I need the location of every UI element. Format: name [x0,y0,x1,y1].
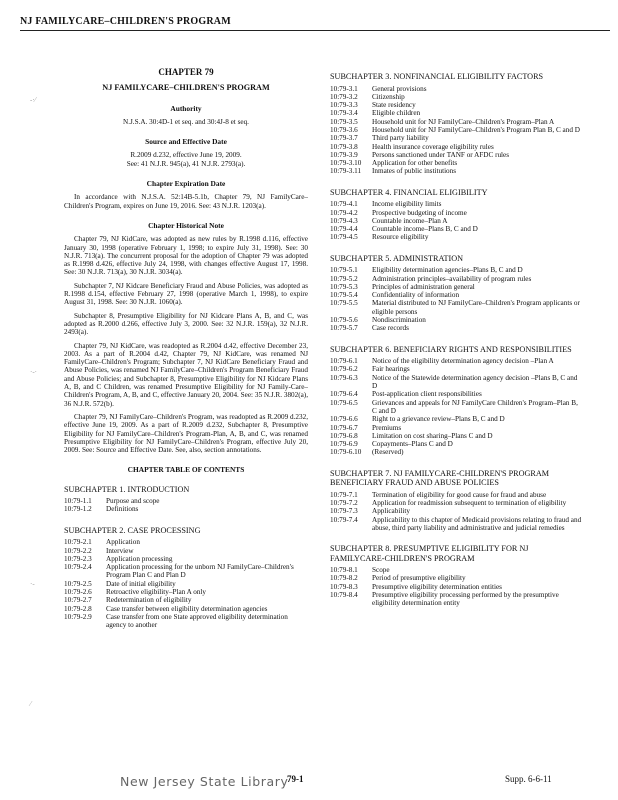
section-title: Application for readmission subsequent to termination of eligibility [372,498,567,507]
section-number: 10:79-3.6 [330,125,358,134]
section-number: 10:79-3.2 [330,92,358,101]
section-number: 10:79-3.11 [330,167,362,176]
source-line: R.2009 d.232, effective June 19, 2009. [130,151,242,160]
toc-entry [330,499,582,507]
toc-list [330,266,582,332]
authority-text: N.J.S.A. 30:4D-1 et seq. and 30:4J-8 et seq. [123,117,249,126]
toc-list [64,538,308,629]
section-title: Eligibility determination agencies–Plans B, C and D [372,266,523,275]
section-title: Prospective budgeting of income [372,208,467,217]
section-title: Eligible children [372,109,421,118]
section-number: 10:79-5.7 [330,324,358,333]
section-title: Confidentiality of information [372,291,460,300]
section-title: Nondiscrimination [372,316,426,325]
section-title: Persons sanctioned under TANF or AFDC rules [372,150,510,159]
toc-list [330,200,582,241]
toc-entry [64,588,308,596]
history-paragraph: Chapter 79, NJ KidCare, was adopted as new rules by R.1998 d.116, effective January 30, 1998 (operative February 1, 1998; to expire July 31, 1998). See: 30 N.J.R. 713(a). The concurrent proposal for the adoption of Chapter 79 was adopted as R.1998 d.426, effective July 24, 1998, with changes effective August 17, 1998. See: 30 N.J.R. 713(a), 30 N.J.R. 3034(a). [64,235,308,277]
toc-entry [330,507,582,515]
toc-entry [330,143,582,151]
section-title: Grievances and appeals for NJ FamilyCare Children's Program–Plan B, C and D [372,398,578,415]
toc-entry [330,448,582,456]
section-number: 10:79-2.3 [64,554,92,563]
section-number: 10:79-5.4 [330,291,358,300]
section-number: 10:79-8.1 [330,566,358,575]
toc-entry [330,374,582,391]
section-number: 10:79-1.1 [64,497,92,506]
section-title: Countable income–Plans B, C and D [372,225,478,234]
section-number: 10:79-5.6 [330,316,358,325]
section-number: 10:79-6.7 [330,423,358,432]
history-paragraph: Subchapter 7, NJ Kidcare Beneficiary Fraud and Abuse Policies, was adopted as R.1998 d.154, effective February 27, 1998 (operative March 1, 1998), to expire August 31, 1998. See: 30 N.J.R. 1060(a). [64,281,308,307]
toc-entry [330,266,582,274]
section-title: Period of presumptive eligibility [372,574,466,583]
section-title: Redetermination of eligibility [106,596,192,605]
section-number: 10:79-5.5 [330,299,358,308]
page-number: 79-1 [287,774,304,784]
section-number: 10:79-2.2 [64,546,92,555]
section-title: State residency [372,101,416,110]
left-column [64,68,308,630]
section-number: 10:79-3.4 [330,109,358,118]
toc-entry [330,591,582,608]
subchapter-heading: SUBCHAPTER 8. PRESUMPTIVE ELIGIBILITY FOR NJ FAMILYCARE-CHILDREN'S PROGRAM [330,544,529,563]
toc-entry [330,225,582,233]
section-title: Application for other benefits [372,159,458,168]
section-title: Premiums [372,423,402,432]
section-number: 10:79-3.5 [330,117,358,126]
toc-entry [330,159,582,167]
subchapter-heading: SUBCHAPTER 4. FINANCIAL ELIGIBILITY [330,187,488,197]
section-title: Material distributed to NJ FamilyCare–Children's Program applicants or eligible persons [372,299,580,316]
section-title: Applicability to this chapter of Medicaid provisions relating to fraud and abuse, third party liability and administrative and judicial remedies [372,515,582,532]
authority-heading: Authority [170,103,202,113]
toc-entry [330,151,582,159]
section-number: 10:79-6.2 [330,365,358,374]
section-number: 10:79-6.3 [330,373,358,382]
toc-entry [330,357,582,365]
section-number: 10:79-2.8 [64,604,92,613]
toc-entry [330,93,582,101]
toc-list [330,85,582,176]
section-title: Purpose and scope [106,497,160,506]
subchapter-heading: SUBCHAPTER 5. ADMINISTRATION [330,253,464,263]
section-title: Definitions [106,505,139,514]
library-watermark: New Jersey State Library [120,774,289,789]
section-number: 10:79-1.2 [64,505,92,514]
expiration-text: In accordance with N.J.S.A. 52:14B-5.1b, Chapter 79, NJ FamilyCare–Children's Program, expires on June 19, 2016. See: 43 N.J.R. 1203(a). [64,193,308,210]
section-title: (Reserved) [372,448,404,457]
toc-entry [64,538,308,546]
supplement-date: Supp. 6-6-11 [505,774,552,784]
section-number: 10:79-8.3 [330,582,358,591]
section-number: 10:79-7.2 [330,498,358,507]
toc-entry [330,209,582,217]
section-number: 10:79-5.3 [330,282,358,291]
toc-entry [330,566,582,574]
section-title: Third party liability [372,134,429,143]
toc-entry [330,583,582,591]
toc-entry [330,233,582,241]
section-title: Application processing [106,554,173,563]
toc-entry [330,134,582,142]
history-paragraph: Subchapter 8, Presumptive Eligibility for NJ Kidcare Plans A, B, and C, was adopted as R.2000 d.266, effective July 3, 2000. See: 32 N.J.R. 159(a), 32 N.J.R. 2493(a). [64,311,308,337]
right-column [330,72,582,608]
toc-entry [330,491,582,499]
margin-mark: -·⁄ [30,96,36,104]
section-title: Right to a grievance review–Plans B, C and D [372,415,505,424]
margin-mark: ·-· [30,368,37,376]
section-number: 10:79-6.4 [330,390,358,399]
section-number: 10:79-3.9 [330,150,358,159]
toc-list [330,491,582,532]
section-title: Case transfer from one State approved eligibility determination agency to another [106,612,288,630]
section-number: 10:79-3.3 [330,101,358,110]
running-header: NJ FAMILYCARE–CHILDREN'S PROGRAM [20,16,231,27]
toc-entry [330,126,582,134]
toc-entry [330,118,582,126]
section-title: Case records [372,324,409,333]
margin-mark: ·- [30,580,35,588]
section-number: 10:79-2.1 [64,538,92,547]
section-number: 10:79-3.1 [330,84,358,93]
toc-entry [330,432,582,440]
section-number: 10:79-7.3 [330,507,358,516]
section-title: Notice of the Statewide determination agency decision –Plans B, C and D [372,373,578,391]
section-title: Termination of eligibility for good cause for fraud and abuse [372,490,547,499]
toc-entry [330,283,582,291]
section-title: Presumptive eligibility processing performed by the presumptive eligibility determination entity [372,591,559,608]
section-title: Resource eligibility [372,233,429,242]
section-number: 10:79-3.10 [330,159,362,168]
subchapter-heading: SUBCHAPTER 3. NONFINANCIAL ELIGIBILITY FACTORS [330,72,544,81]
section-title: Inmates of public institutions [372,167,457,176]
toc-entry [330,316,582,324]
section-title: Administration principles–availability of program rules [372,274,532,283]
section-number: 10:79-3.7 [330,134,358,143]
toc-entry [330,85,582,93]
toc-entry [330,440,582,448]
header-rule [20,30,610,31]
section-title: Case transfer between eligibility determination agencies [106,604,268,613]
section-title: Principles of administration general [372,282,475,291]
history-paragraph: Chapter 79, NJ FamilyCare–Children's Program, was readopted as R.2009 d.232, effective June 19, 2009. As a part of R.2009 d.232, Subchapter 8, Presumptive Eligibility for NJ FamilyCare–Children's Program-Plan, A, B, and C, was renamed Presumptive Eligibility for NJ FamilyCare–Children's Program, effective July 20, 2009. See: Source and Effective Date. See, also, section annotations. [64,412,308,455]
section-number: 10:79-4.1 [330,200,358,209]
section-number: 10:79-5.2 [330,274,358,283]
chapter-number: CHAPTER 79 [158,67,214,77]
toc-entry [330,167,582,175]
toc-entry [330,390,582,398]
section-title: Income eligibility limits [372,200,442,209]
section-number: 10:79-7.4 [330,515,358,524]
section-number: 10:79-6.5 [330,398,358,407]
toc-entry [330,415,582,423]
section-number: 10:79-6.8 [330,431,358,440]
section-number: 10:79-4.3 [330,216,358,225]
section-title: Countable income–Plan A [372,216,448,225]
expiration-heading: Chapter Expiration Date [146,179,226,189]
toc-entry [330,101,582,109]
toc-entry [64,547,308,555]
history-paragraph: Chapter 79, NJ KidCare, was readopted as R.2004 d.42, effective December 23, 2003. As a part of R.2004 d.42, Chapter 79, NJ KidCare, was renamed NJ FamilyCare–Children's Program; Subchapter 7, NJ KidCare Beneficiary Fraud and Abuse Policies, was renamed NJ FamilyCare–Children's Program Beneficiary Fraud and Abuse Policies; and Subchapter 8, Presumptive Eligibility for NJ Kidcare Plans A, B, and C Children, was renamed Presumptive Eligibility for NJ Family-Care–Children's Program, A, B, and C, effective January 20, 2004. See: 35 N.J.R. 3802(a), 36 N.J.R. 572(b). [64,341,308,408]
subchapter-heading: SUBCHAPTER 2. CASE PROCESSING [64,525,201,535]
section-title: Scope [372,566,390,575]
toc-entry [64,613,308,630]
section-title: Date of initial eligibility [106,579,176,588]
toc-list [64,497,308,514]
toc-entry [64,555,308,563]
section-number: 10:79-5.1 [330,266,358,275]
toc-entry [64,505,308,513]
section-number: 10:79-2.5 [64,579,92,588]
toc-entry [330,291,582,299]
subchapter-heading: SUBCHAPTER 6. BENEFICIARY RIGHTS AND RESPONSIBILITIES [330,344,572,354]
toc-entry [330,516,582,533]
section-number: 10:79-6.1 [330,357,358,366]
toc-entry [64,580,308,588]
toc-entry [64,605,308,613]
toc-entry [330,200,582,208]
toc-entry [330,574,582,582]
toc-list [330,566,582,607]
section-title: Application [106,538,140,547]
toc-entry [330,324,582,332]
section-title: Notice of the eligibility determination agency decision –Plan A [372,357,554,366]
toc-entry [330,299,582,316]
margin-mark: ⁄ [30,700,32,708]
toc-entry [330,109,582,117]
section-number: 10:79-8.4 [330,591,358,600]
section-title: General provisions [372,84,427,93]
toc-list [330,357,582,457]
toc-heading: CHAPTER TABLE OF CONTENTS [127,465,245,475]
section-number: 10:79-6.6 [330,415,358,424]
toc-entry [330,424,582,432]
section-title: Retroactive eligibility–Plan A only [106,588,207,597]
section-number: 10:79-7.1 [330,490,358,499]
toc-entry [64,563,308,580]
section-number: 10:79-4.5 [330,233,358,242]
section-title: Applicability [372,507,410,516]
section-title: Fair hearings [372,365,410,374]
section-title: Health insurance coverage eligibility rules [372,142,494,151]
section-number: 10:79-6.9 [330,440,358,449]
section-number: 10:79-6.10 [330,448,362,457]
section-title: Household unit for NJ FamilyCare–Children's Program–Plan A [372,117,555,126]
section-number: 10:79-2.4 [64,563,92,572]
section-title: Copayments–Plans C and D [372,440,453,449]
toc-entry [330,275,582,283]
section-title: Citizenship [372,92,405,101]
section-number: 10:79-4.2 [330,208,358,217]
toc-entry [330,399,582,416]
subchapter-heading: SUBCHAPTER 7. NJ FAMILYCARE-CHILDREN'S PROGRAM BENEFICIARY FRAUD AND ABUSE POLICIES [330,468,550,488]
section-title: Limitation on cost sharing–Plans C and D [372,431,493,440]
subchapter-heading: SUBCHAPTER 1. INTRODUCTION [64,484,190,494]
section-title: Presumptive eligibility determination entities [372,582,502,591]
history-heading: Chapter Historical Note [148,220,224,230]
source-heading: Source and Effective Date [145,137,227,147]
toc-entry [64,596,308,604]
section-number: 10:79-2.6 [64,588,92,597]
section-number: 10:79-3.8 [330,142,358,151]
section-title: Household unit for NJ FamilyCare–Children's Program Plan B, C and D [372,125,580,134]
chapter-title: NJ FAMILYCARE–CHILDREN'S PROGRAM [102,83,270,93]
toc-entry [330,365,582,373]
section-number: 10:79-8.2 [330,574,358,583]
section-title: Post-application client responsibilities [372,390,482,399]
section-number: 10:79-2.7 [64,596,92,605]
section-title: Application processing for the unborn NJ FamilyCare–Children's Program Plan C and Plan D [106,563,294,580]
section-number: 10:79-2.9 [64,612,92,621]
section-number: 10:79-4.4 [330,225,358,234]
section-title: Interview [106,546,134,555]
source-line: See: 41 N.J.R. 945(a), 41 N.J.R. 2793(a). [126,159,246,168]
toc-entry [64,497,308,505]
toc-entry [330,217,582,225]
